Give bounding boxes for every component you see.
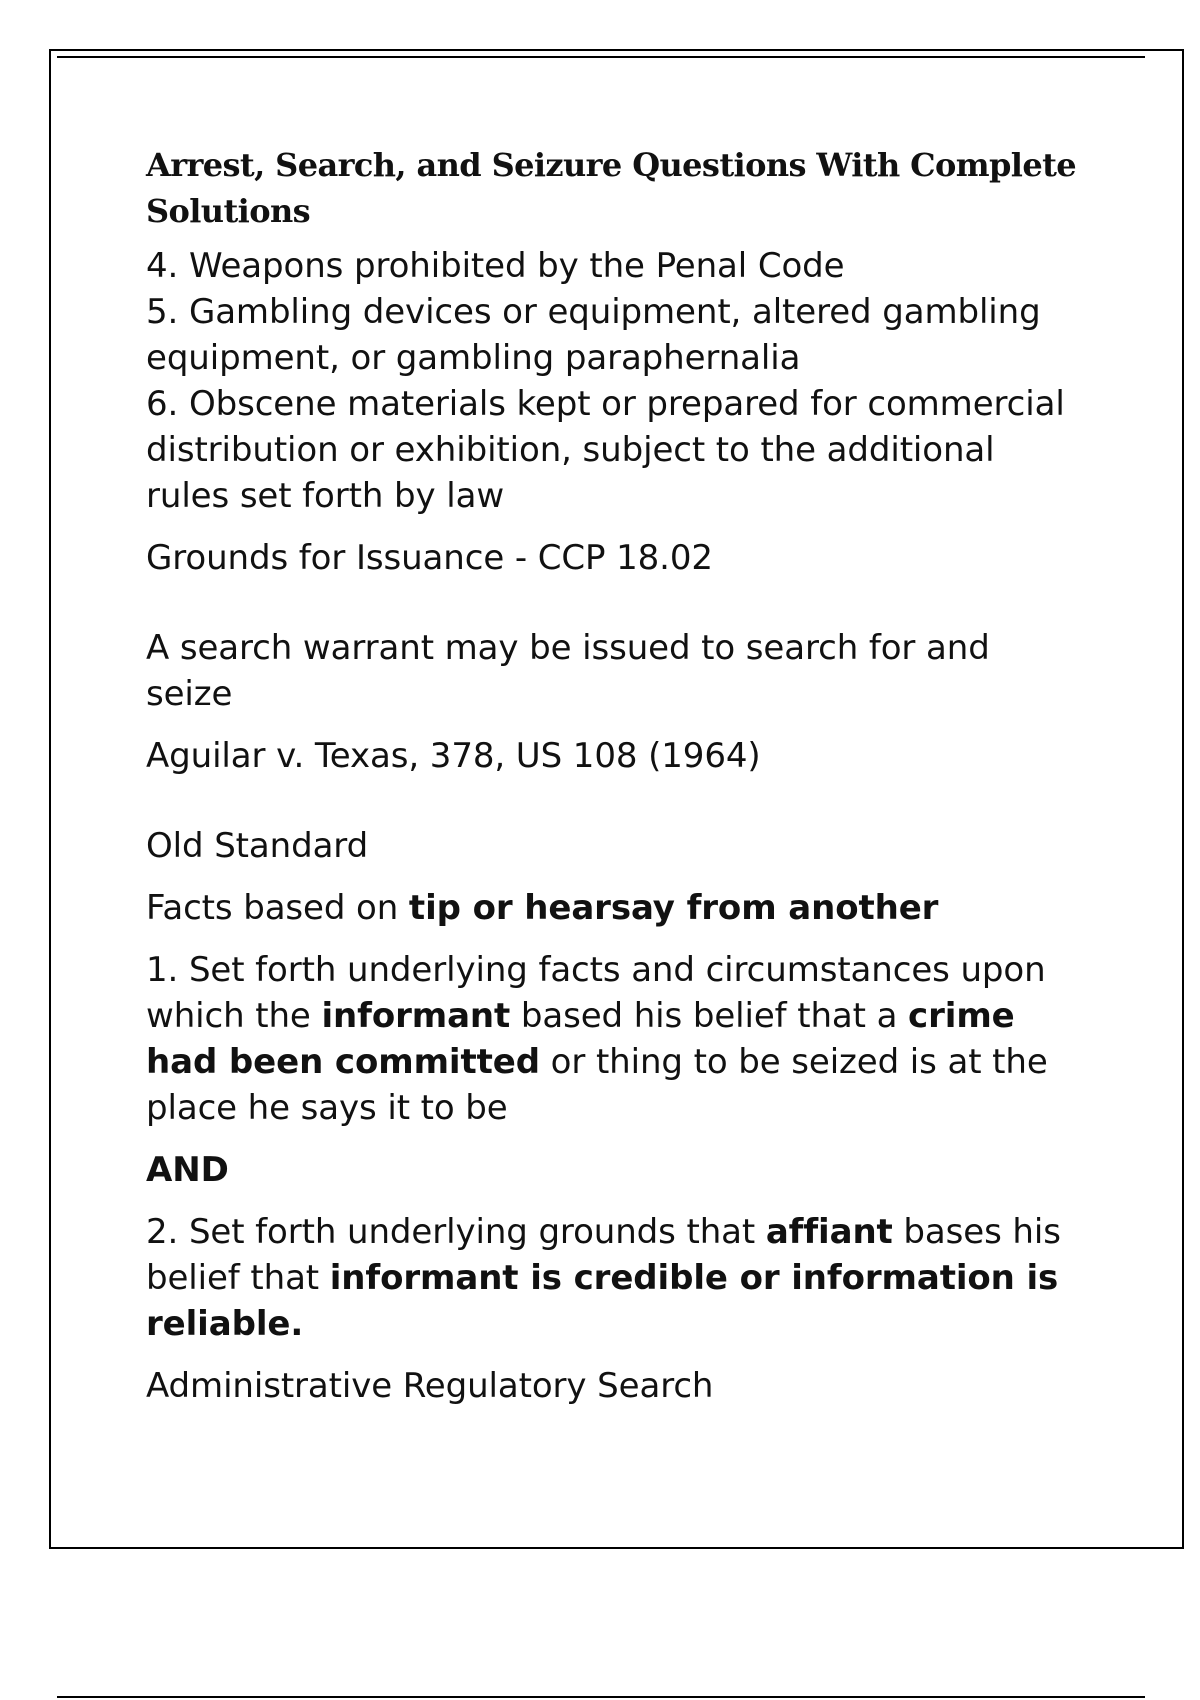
case-heading: Aguilar v. Texas, 378, US 108 (1964) [146,736,761,776]
prong-two-bold: informant is credible or information is reliable. [146,1258,1059,1344]
grounds-heading: Grounds for Issuance - CCP 18.02 [146,538,713,578]
list-item: 4. Weapons prohibited by the Penal Code [146,246,845,286]
prong-two-text: 2. Set forth underlying grounds that [146,1212,766,1252]
document-title: Arrest, Search, and Seizure Questions With Complete Solutions [146,146,1077,230]
list-item: 6. Obscene materials kept or prepared for commercial distribution or exhibition, subject to the additional rules set forth by law [146,384,1065,516]
prong-one-text: or thing to be seized is at the place he says it to be [146,1042,1048,1128]
case-subheading: Old Standard [146,826,369,866]
facts-prefix: Facts based on [146,888,409,928]
prong-one [146,947,1086,1131]
prong-two [146,1209,1086,1347]
prong-two-text: bases his belief that [146,1212,1061,1298]
prong-one-bold: crime had been committed [146,996,1015,1082]
grounds-text: A search warrant may be issued to search for and seize [146,628,990,714]
facts-bold: tip or hearsay from another [408,888,939,928]
document-body [146,142,1086,1409]
prong-one-text: based his belief that a [510,996,909,1036]
next-heading: Administrative Regulatory Search [146,1366,714,1406]
prong-two-bold: affiant [765,1212,893,1252]
bottom-rule [57,1696,1145,1698]
list-items [146,243,1086,519]
and-label: AND [146,1150,229,1190]
prong-one-bold: informant [321,996,511,1036]
prong-one-text: 1. Set forth underlying facts and circumstances upon which the [146,950,1046,1036]
list-item: 5. Gambling devices or equipment, altered gambling equipment, or gambling paraphernalia [146,292,1041,378]
top-rule [57,56,1145,58]
facts-line [146,885,1086,931]
